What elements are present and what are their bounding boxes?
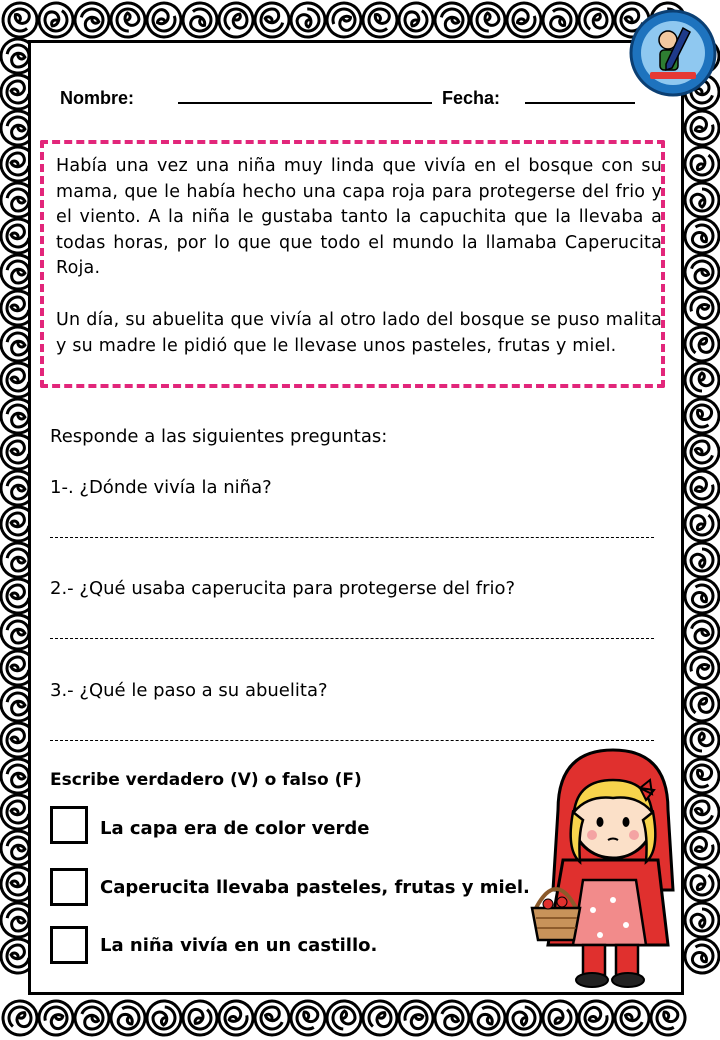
swirl-ornament (356, 0, 404, 44)
swirl-ornament (250, 996, 294, 1040)
swirl-ornament (685, 723, 719, 757)
swirl-ornament (290, 2, 326, 38)
tf-statement-2: Caperucita llevaba pasteles, frutas y miel. (100, 877, 530, 898)
question-1: 1-. ¿Dónde vivía la niña? (50, 477, 272, 498)
swirl-ornament (105, 995, 152, 1040)
swirl-ornament (536, 0, 584, 44)
swirl-ornament (176, 994, 224, 1040)
swirl-ornament (685, 363, 719, 397)
date-label: Fecha: (442, 88, 501, 108)
name-label: Nombre: (60, 88, 135, 108)
swirl-ornament (470, 2, 506, 38)
swirl-ornament (681, 647, 720, 690)
swirl-ornament (575, 997, 616, 1038)
swirl-ornament (35, 997, 76, 1038)
swirl-ornament (685, 543, 719, 577)
swirl-ornament (678, 680, 720, 727)
swirl-ornament (215, 997, 256, 1038)
answer-line-1[interactable] (50, 537, 654, 538)
swirl-ornament (251, 0, 292, 41)
date-line[interactable] (525, 102, 635, 104)
swirl-ornament (502, 0, 546, 42)
swirl-ornament (70, 996, 114, 1040)
questions-instruction: Responde a las siguientes preguntas: (50, 426, 388, 447)
swirl-ornament (536, 994, 584, 1040)
tf-checkbox-3[interactable] (50, 926, 88, 964)
swirl-ornament (685, 903, 719, 937)
swirl-ornament (146, 1000, 182, 1036)
swirl-ornament (681, 107, 720, 150)
swirl-ornament (681, 431, 720, 474)
swirl-ornament (33, 0, 80, 43)
swirl-ornament (681, 467, 720, 510)
story-box (40, 140, 665, 388)
swirl-ornament (681, 287, 720, 330)
name-line[interactable] (178, 102, 432, 104)
tf-checkbox-1[interactable] (50, 806, 88, 844)
swirl-ornament (176, 0, 224, 44)
swirl-ornament (0, 994, 44, 1040)
answer-line-2[interactable] (50, 638, 654, 639)
swirl-ornament (681, 251, 720, 294)
swirl-ornament (678, 140, 720, 187)
story-paragraph-2: Un día, su abuelita que vivía al otro lado del bosque se puso malita y su madre le pidió que le llevase unos pasteles, frutas y miel. (56, 310, 662, 356)
swirl-ornament (681, 611, 720, 654)
swirl-ornament (430, 996, 474, 1040)
swirl-ornament (573, 0, 620, 43)
true-false-title: Escribe verdadero (V) o falso (F) (50, 770, 362, 790)
question-3: 3.- ¿Qué le paso a su abuelita? (50, 680, 328, 701)
swirl-ornament (142, 0, 186, 42)
swirl-ornament (285, 995, 332, 1040)
swirl-ornament (465, 995, 512, 1040)
tf-checkbox-2[interactable] (50, 868, 88, 906)
swirl-ornament (326, 1000, 362, 1036)
swirl-ornament (0, 0, 44, 44)
swirl-ornament (322, 0, 366, 42)
swirl-ornament (393, 0, 440, 43)
swirl-ornament (506, 1000, 542, 1036)
swirl-ornament (110, 2, 146, 38)
tf-statement-3: La niña vivía en un castillo. (100, 935, 378, 956)
swirl-ornament (678, 392, 720, 439)
swirl-ornament (213, 0, 260, 43)
swirl-ornament (645, 995, 692, 1040)
header-row (60, 88, 660, 118)
swirl-ornament (610, 996, 654, 1040)
little-red-riding-hood-icon (528, 740, 688, 990)
swirl-ornament (431, 0, 472, 41)
question-2: 2.- ¿Qué usaba caperucita para protegerse del frio? (50, 578, 516, 599)
swirl-ornament (685, 183, 719, 217)
swirl-ornament (678, 212, 720, 259)
tf-statement-1: La capa era de color verde (100, 818, 370, 839)
story-paragraph-1: Había una vez una niña muy linda que vivía en el bosque con su mama, que le había hecho una capa roja para protegerse del frio y el viento. A la niña le gustaba tanto la capuchita que la llevaba a todas horas, por lo que que todo el mundo la llamaba Caperucita Roja. (56, 156, 662, 278)
swirl-ornament (395, 997, 436, 1038)
swirl-ornament (678, 320, 720, 367)
swirl-ornament (356, 994, 404, 1040)
swirl-ornament (678, 572, 720, 619)
swirl-ornament (71, 0, 112, 41)
pencil-kid-logo-icon (628, 8, 718, 98)
swirl-ornament (678, 500, 720, 547)
